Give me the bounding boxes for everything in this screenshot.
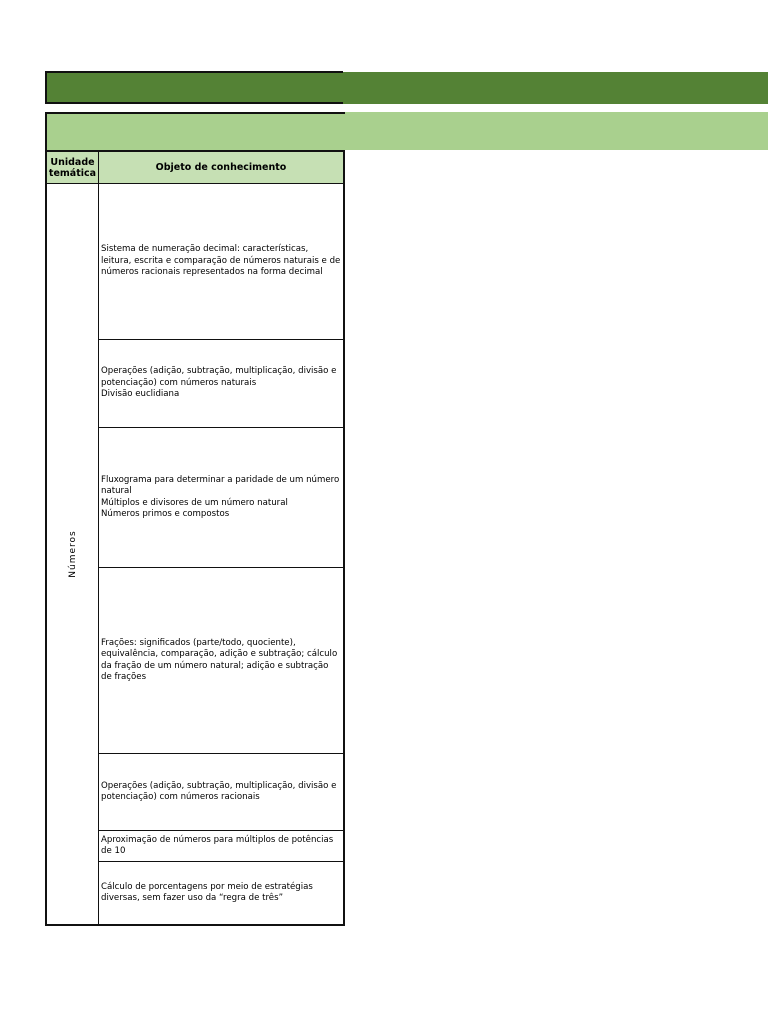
header-object [99,152,343,184]
table-row [99,568,343,754]
row-text: Aproximação de números para múltiplos de potências de 10 [101,834,334,856]
table-row [99,340,343,428]
row-text: Frações: significados (parte/todo, quociente), equivalência, comparação, adição e subtração; cálculo da fração de um número natural; adição e subtração de frações [101,637,338,682]
table-row [99,754,343,831]
row-text: Sistema de numeração decimal: características, leitura, escrita e comparação de números naturais e de números racionais representados na forma decimal [101,244,341,278]
subtitle-band-border [45,112,345,150]
title-band-border [45,71,343,104]
row-text: Operações (adição, subtração, multiplicação, divisão e potenciação) com números naturais Divisão euclidiana [101,366,337,400]
unit-cell [47,184,99,924]
header-unit-label: Unidade temática [48,156,97,179]
table-row [99,184,343,340]
header-object-label: Objeto de conhecimento [155,162,287,173]
unit-label: Números [68,530,78,578]
curriculum-table [45,150,345,926]
row-text: Cálculo de porcentagens por meio de estratégias diversas, sem fazer uso da “regra de três” [101,881,313,903]
header-unit [47,152,99,184]
table-row [99,862,343,924]
table-row [99,428,343,568]
row-text: Operações (adição, subtração, multiplicação, divisão e potenciação) com números racionais [101,780,337,802]
row-text: Fluxograma para determinar a paridade de um número natural Múltiplos e divisores de um número natural Números primos e compostos [101,474,340,519]
table-row [99,831,343,862]
